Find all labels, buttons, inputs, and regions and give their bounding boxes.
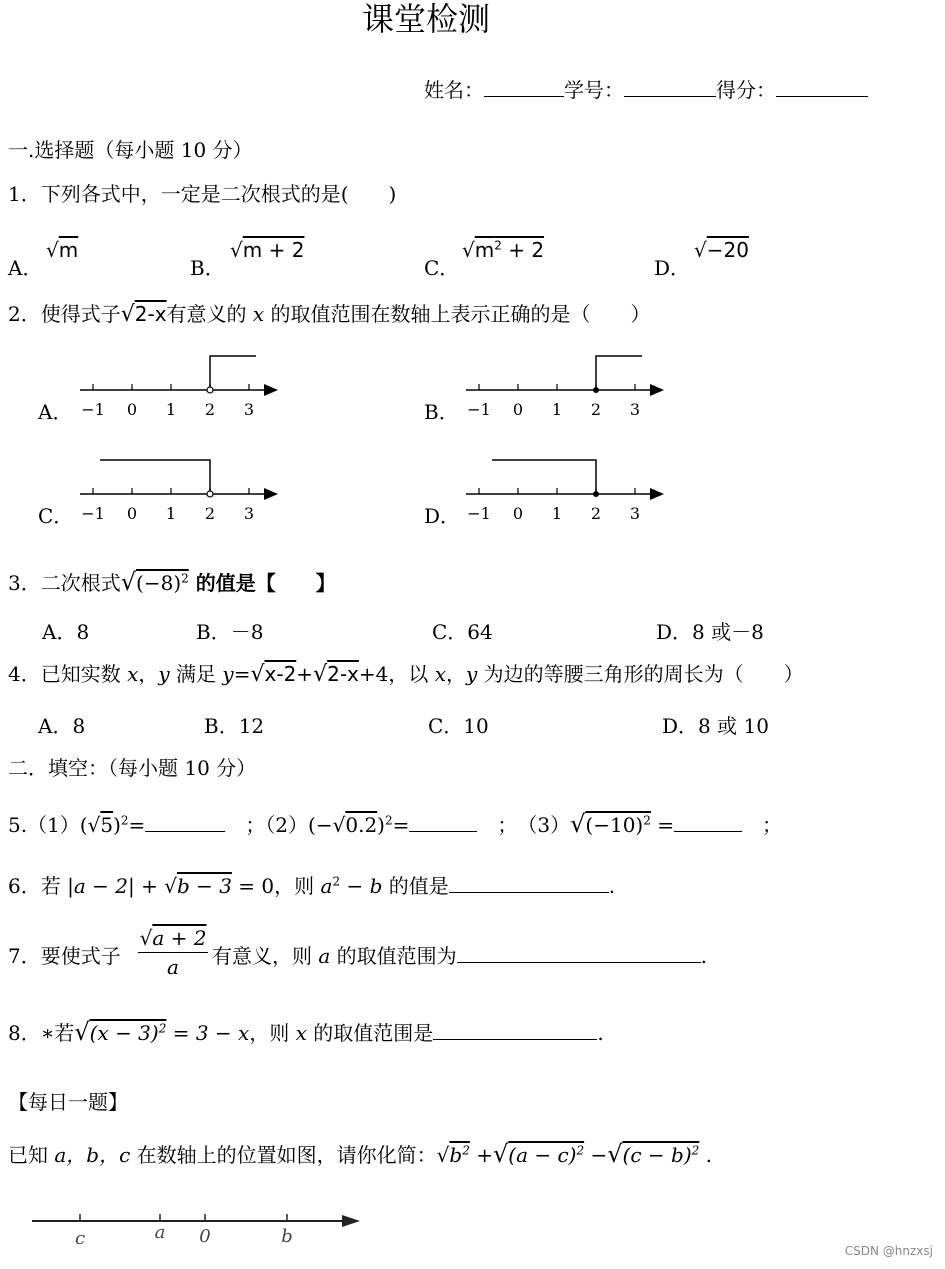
q5-blank-2[interactable]	[409, 813, 477, 832]
section2-heading: 二．填空：（每小题 10 分）	[8, 756, 257, 780]
q4-stem: 4．已知实数 x，y 满足 y=√x-2+√2-x+4，以 x，y 为边的等腰三角形的周长为（ ）	[8, 662, 804, 687]
tick-label: 3	[243, 504, 255, 523]
tick-label: 1	[165, 400, 177, 419]
daily-stem: 已知 a，b，c 在数轴上的位置如图，请你化简：$√b^2 +√(a - c)^2 -√(c - b)^2$ .	[8, 1140, 712, 1168]
tick-label: 3	[629, 400, 641, 419]
q2-b-label: B．	[424, 400, 459, 424]
tick-label: 2	[204, 400, 216, 419]
q6: 6．若 |a − 2| + √b − 3 = 0，则 $a^2 - b$ 的值是 .	[8, 874, 616, 898]
tick-label: 0	[512, 504, 524, 523]
q1-b-label: B．	[190, 256, 225, 280]
name-label: 姓名：	[424, 78, 484, 102]
q5-blank-1[interactable]	[145, 813, 225, 832]
q4-option-c: C．10	[428, 714, 489, 738]
tick-label: 1	[551, 504, 563, 523]
q1-c-expr: $√m^2 + 2$	[462, 238, 545, 262]
section1-heading: 一.选择题（每小题 10 分）	[8, 138, 253, 162]
q7-fraction: √a + 2 a	[139, 926, 207, 979]
q2-numberline-b	[464, 350, 684, 420]
q2-c-label: C．	[38, 504, 74, 528]
q8: 8．∗若$√(x - 3)^2 = 3 - x$，则 x 的取值范围是 .	[8, 1018, 604, 1046]
axis-label-b: b	[281, 1226, 293, 1247]
q1-option-c	[424, 256, 459, 280]
tick-label: −1	[81, 504, 105, 523]
axis-label-a: a	[154, 1222, 166, 1243]
tick-label: 1	[165, 504, 177, 523]
q1-d-label: D．	[654, 256, 691, 280]
q1-option-b	[190, 256, 225, 280]
q1-option-d	[654, 256, 690, 280]
q1-d-expr: √−20	[694, 238, 749, 262]
q5: $5.(1)(√5)^2=$ ；$(2)(-√0.2)^2=$ ； $(3)√(-10)^2$ = ；	[8, 810, 782, 838]
score-blank[interactable]	[776, 78, 868, 97]
q2-numberline-c	[78, 454, 298, 524]
q4-option-d: D．8 或 10	[662, 714, 769, 738]
tick-label: 2	[590, 504, 602, 523]
daily-numberline	[30, 1204, 370, 1264]
tick-label: −1	[467, 400, 491, 419]
tick-label: 0	[126, 504, 138, 523]
q2-a-label: A．	[38, 400, 73, 424]
id-blank[interactable]	[624, 78, 716, 97]
q1-c-label: C．	[424, 256, 460, 280]
header-fields	[424, 78, 868, 102]
q8-blank[interactable]	[433, 1021, 597, 1040]
q1-a-expr: √m	[46, 238, 79, 262]
q4-option-a: A．8	[38, 714, 86, 738]
q1-stem: 1．下列各式中，一定是二次根式的是( )	[8, 182, 397, 206]
axis-label-c: c	[74, 1228, 86, 1249]
q3-option-a: A．8	[42, 620, 90, 644]
q2-stem: 2．使得式子√2-x有意义的 x 的取值范围在数轴上表示正确的是（ ）	[8, 302, 651, 327]
q1-a-label: A．	[8, 256, 43, 280]
id-label: 学号：	[564, 78, 624, 102]
q3-option-c: C．64	[432, 620, 493, 644]
score-label: 得分：	[716, 78, 776, 102]
tick-label: −1	[81, 400, 105, 419]
q3-option-d: D．8 或－8	[656, 620, 764, 644]
q2-numberline-a	[78, 350, 298, 420]
q7-tail: 有意义，则 a 的取值范围为 .	[212, 944, 708, 968]
q4-option-b: B．12	[204, 714, 265, 738]
name-blank[interactable]	[484, 78, 564, 97]
q7-blank[interactable]	[457, 944, 701, 963]
watermark: CSDN @hnzxsj	[844, 1244, 933, 1258]
axis-label-0: 0	[199, 1226, 211, 1247]
tick-label: 3	[629, 504, 641, 523]
tick-label: 0	[512, 400, 524, 419]
q6-blank[interactable]	[449, 874, 609, 893]
q5-blank-3[interactable]	[674, 813, 742, 832]
tick-label: 0	[126, 400, 138, 419]
q1-b-expr: √m + 2	[230, 238, 305, 262]
tick-label: 2	[204, 504, 216, 523]
tick-label: −1	[467, 504, 491, 523]
page-title: 课堂检测	[362, 0, 491, 38]
daily-heading: 【每日一题】	[8, 1090, 128, 1114]
tick-label: 1	[551, 400, 563, 419]
q1-option-a	[8, 256, 42, 280]
q3-stem: 3．二次根式$√(-8)^2$ 的值是【 】	[8, 568, 336, 596]
q7-prefix: 7．要使式子	[8, 944, 121, 968]
q3-option-b: B．－8	[196, 620, 264, 644]
tick-label: 3	[243, 400, 255, 419]
tick-label: 2	[590, 400, 602, 419]
q2-numberline-d	[464, 454, 684, 524]
q2-d-label: D．	[424, 504, 461, 528]
